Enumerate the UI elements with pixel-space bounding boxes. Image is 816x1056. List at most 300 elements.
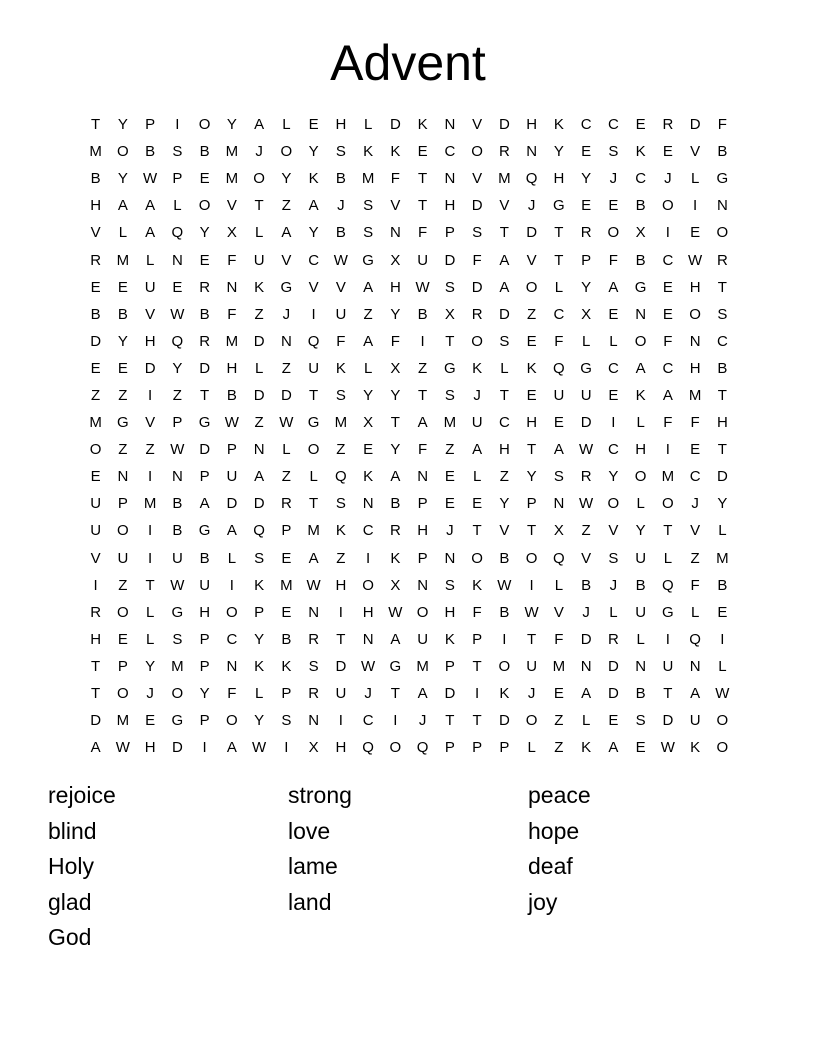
grid-letter: I xyxy=(311,305,316,323)
grid-letter: Q xyxy=(662,576,674,594)
grid-letter: B xyxy=(199,143,210,161)
grid-letter: P xyxy=(226,441,237,459)
grid-letter: G xyxy=(634,278,647,296)
grid-letter: H xyxy=(526,414,538,432)
grid-letter: F xyxy=(227,685,237,703)
grid-letter: V xyxy=(335,278,346,296)
grid-letter: Q xyxy=(416,739,429,757)
grid-letter: T xyxy=(527,441,537,459)
grid-row xyxy=(82,246,736,273)
grid-letter: D xyxy=(253,495,265,513)
grid-letter: V xyxy=(499,522,510,540)
grid-letter: L xyxy=(254,359,264,377)
grid-letter: S xyxy=(335,495,346,513)
grid-letter: O xyxy=(634,468,647,486)
grid-letter: K xyxy=(499,685,510,703)
grid-letter: T xyxy=(91,116,101,134)
grid-letter: K xyxy=(635,143,646,161)
grid-letter: N xyxy=(362,630,374,648)
grid-letter: W xyxy=(579,495,594,513)
grid-letter: W xyxy=(170,576,185,594)
grid-letter: Z xyxy=(118,441,128,459)
grid-letter: U xyxy=(335,305,347,323)
grid-letter: H xyxy=(635,441,647,459)
grid-letter: L xyxy=(609,603,618,621)
grid-letter: U xyxy=(90,522,102,540)
grid-letter: L xyxy=(363,359,373,377)
grid-letter: B xyxy=(717,143,728,161)
grid-letter: K xyxy=(335,522,346,540)
grid-letter: H xyxy=(90,197,102,215)
grid-letter: P xyxy=(199,712,210,730)
grid-letter: S xyxy=(254,549,265,567)
grid-letter: I xyxy=(529,576,534,594)
grid-letter: B xyxy=(90,305,101,323)
grid-letter: H xyxy=(144,332,156,350)
grid-letter: O xyxy=(607,495,620,513)
grid-letter: Z xyxy=(554,739,564,757)
grid-letter: L xyxy=(145,630,155,648)
grid-letter: O xyxy=(226,712,238,730)
grid-letter: V xyxy=(90,224,101,242)
grid-letter: Z xyxy=(363,305,373,323)
word-list-item: rejoice xyxy=(48,782,116,808)
grid-letter: G xyxy=(198,414,211,432)
grid-letter: A xyxy=(90,739,101,757)
grid-letter: O xyxy=(716,739,729,757)
grid-letter: N xyxy=(716,197,728,215)
grid-letter: P xyxy=(499,739,510,757)
grid-letter: S xyxy=(635,712,646,730)
grid-letter: N xyxy=(553,495,565,513)
grid-letter: N xyxy=(308,712,320,730)
grid-letter: A xyxy=(117,197,128,215)
grid-row xyxy=(82,626,736,653)
grid-letter: S xyxy=(172,143,183,161)
grid-letter: D xyxy=(444,251,456,269)
grid-letter: O xyxy=(471,332,483,350)
grid-letter: A xyxy=(363,332,374,350)
grid-letter: S xyxy=(717,305,728,323)
grid-letter: R xyxy=(199,332,211,350)
grid-letter: F xyxy=(663,414,673,432)
grid-letter: M xyxy=(89,414,102,432)
grid-letter: Z xyxy=(554,712,564,730)
grid-letter: J xyxy=(446,522,454,540)
grid-letter: J xyxy=(364,685,372,703)
grid-letter: A xyxy=(690,685,701,703)
grid-letter: U xyxy=(253,251,265,269)
grid-letter: J xyxy=(609,170,618,188)
grid-letter: W xyxy=(306,576,321,594)
grid-letter: W xyxy=(715,685,730,703)
grid-letter: L xyxy=(282,116,291,134)
grid-letter: E xyxy=(281,603,292,621)
grid-letter: D xyxy=(689,116,701,134)
grid-letter: E xyxy=(608,197,619,215)
grid-letter: B xyxy=(90,170,101,188)
grid-letter: F xyxy=(418,441,428,459)
grid-letter: O xyxy=(117,522,129,540)
grid-letter: K xyxy=(281,657,292,675)
grid-letter: O xyxy=(198,197,211,215)
grid-letter: B xyxy=(281,630,292,648)
grid-letter: H xyxy=(716,414,728,432)
grid-letter: T xyxy=(418,197,428,215)
grid-letter: P xyxy=(444,657,455,675)
grid-letter: F xyxy=(227,251,237,269)
grid-letter: O xyxy=(198,116,211,134)
grid-letter: E xyxy=(199,251,210,269)
grid-letter: R xyxy=(662,116,674,134)
grid-letter: M xyxy=(116,712,130,730)
grid-letter: A xyxy=(472,441,483,459)
grid-letter: W xyxy=(170,305,185,323)
grid-letter: A xyxy=(417,414,428,432)
grid-letter: E xyxy=(662,278,673,296)
grid-letter: H xyxy=(526,116,538,134)
grid-row xyxy=(82,572,736,599)
grid-letter: K xyxy=(390,143,401,161)
grid-letter: H xyxy=(335,739,347,757)
grid-letter: R xyxy=(389,522,401,540)
grid-letter: A xyxy=(635,359,646,377)
grid-letter: E xyxy=(308,116,319,134)
grid-letter: L xyxy=(254,224,264,242)
grid-letter: K xyxy=(444,630,455,648)
word-list-item: land xyxy=(288,888,332,915)
grid-letter: L xyxy=(118,224,128,242)
grid-letter: T xyxy=(445,332,455,350)
grid-letter: Q xyxy=(689,630,701,648)
grid-letter: O xyxy=(280,143,293,161)
grid-letter: I xyxy=(202,739,207,757)
grid-letter: O xyxy=(525,549,538,567)
grid-letter: A xyxy=(390,468,401,486)
grid-letter: D xyxy=(90,712,102,730)
grid-letter: S xyxy=(363,224,374,242)
grid-letter: F xyxy=(390,332,400,350)
grid-letter: D xyxy=(607,685,619,703)
grid-letter: D xyxy=(498,116,510,134)
grid-letter: O xyxy=(117,685,129,703)
grid-letter: T xyxy=(663,522,673,540)
grid-letter: J xyxy=(418,712,427,730)
grid-letter: B xyxy=(717,359,728,377)
grid-letter: I xyxy=(366,549,371,567)
grid-letter: J xyxy=(664,170,672,188)
grid-letter: T xyxy=(499,224,509,242)
grid-letter: E xyxy=(662,305,673,323)
grid-letter: P xyxy=(172,414,183,432)
grid-letter: D xyxy=(607,657,619,675)
grid-letter: O xyxy=(471,143,483,161)
grid-letter: Q xyxy=(307,332,320,350)
grid-letter: I xyxy=(665,441,670,459)
grid-letter: E xyxy=(90,468,101,486)
grid-letter: V xyxy=(690,522,701,540)
grid-letter: X xyxy=(553,522,564,540)
grid-letter: M xyxy=(143,495,157,513)
grid-letter: L xyxy=(636,414,645,432)
grid-letter: R xyxy=(308,630,320,648)
letter-grid xyxy=(82,111,736,761)
grid-letter: T xyxy=(145,576,155,594)
grid-letter: M xyxy=(498,170,511,188)
grid-letter: W xyxy=(415,278,430,296)
grid-letter: G xyxy=(198,522,211,540)
word-list-item: Holy xyxy=(48,853,95,879)
grid-letter: X xyxy=(444,305,455,323)
grid-letter: K xyxy=(635,386,646,404)
grid-letter: L xyxy=(609,332,618,350)
grid-letter: E xyxy=(90,359,101,377)
grid-letter: S xyxy=(608,143,619,161)
grid-letter: K xyxy=(254,576,265,594)
grid-letter: V xyxy=(472,116,483,134)
grid-letter: H xyxy=(498,441,510,459)
grid-letter: J xyxy=(582,603,590,621)
grid-letter: I xyxy=(175,116,180,134)
grid-letter: M xyxy=(225,143,239,161)
grid-letter: S xyxy=(499,332,510,350)
grid-letter: Y xyxy=(281,170,292,188)
grid-letter: T xyxy=(472,522,482,540)
grid-letter: J xyxy=(146,685,154,703)
grid-letter: V xyxy=(499,197,510,215)
grid-row xyxy=(82,274,736,301)
grid-letter: D xyxy=(580,414,592,432)
grid-letter: E xyxy=(417,143,428,161)
grid-letter: Y xyxy=(254,630,265,648)
grid-letter: T xyxy=(717,278,727,296)
grid-row xyxy=(82,545,736,572)
grid-letter: C xyxy=(444,143,456,161)
grid-letter: X xyxy=(226,224,237,242)
grid-letter: J xyxy=(691,495,699,513)
grid-letter: P xyxy=(581,251,592,269)
grid-letter: N xyxy=(417,468,429,486)
grid-letter: Z xyxy=(499,468,509,486)
grid-letter: Q xyxy=(553,549,565,567)
grid-letter: E xyxy=(581,197,592,215)
grid-letter: P xyxy=(526,495,537,513)
grid-letter: T xyxy=(527,522,537,540)
grid-letter: R xyxy=(471,305,483,323)
grid-letter: R xyxy=(90,603,102,621)
grid-letter: D xyxy=(471,278,483,296)
grid-letter: X xyxy=(390,251,401,269)
grid-letter: C xyxy=(662,359,674,377)
grid-letter: M xyxy=(688,386,702,404)
grid-letter: C xyxy=(362,522,374,540)
grid-letter: P xyxy=(444,739,455,757)
grid-letter: W xyxy=(143,170,158,188)
grid-letter: J xyxy=(473,386,481,404)
grid-letter: N xyxy=(444,170,456,188)
grid-letter: T xyxy=(445,712,455,730)
grid-letter: U xyxy=(635,603,647,621)
grid-letter: O xyxy=(716,224,729,242)
grid-letter: H xyxy=(444,197,456,215)
grid-letter: D xyxy=(662,712,674,730)
grid-letter: I xyxy=(93,576,98,594)
grid-letter: B xyxy=(145,143,156,161)
grid-letter: Q xyxy=(171,224,184,242)
grid-letter: E xyxy=(608,305,619,323)
grid-letter: A xyxy=(417,685,428,703)
grid-letter: Y xyxy=(390,441,401,459)
grid-letter: J xyxy=(337,197,345,215)
grid-letter: F xyxy=(690,414,700,432)
grid-letter: V xyxy=(608,522,619,540)
grid-letter: N xyxy=(635,305,647,323)
grid-letter: N xyxy=(171,251,183,269)
grid-letter: X xyxy=(390,576,401,594)
grid-letter: E xyxy=(117,359,128,377)
grid-letter: M xyxy=(89,143,102,161)
grid-letter: W xyxy=(497,576,512,594)
grid-letter: G xyxy=(117,414,129,432)
grid-letter: W xyxy=(524,603,539,621)
grid-letter: X xyxy=(308,739,319,757)
grid-letter: O xyxy=(89,441,102,459)
grid-letter: Y xyxy=(499,495,510,513)
grid-letter: L xyxy=(309,468,318,486)
grid-letter: I xyxy=(148,386,153,404)
grid-letter: K xyxy=(363,468,374,486)
grid-letter: E xyxy=(472,495,483,513)
grid-letter: B xyxy=(499,549,510,567)
grid-letter: T xyxy=(91,657,101,675)
grid-letter: L xyxy=(282,441,291,459)
grid-letter: K xyxy=(254,657,265,675)
grid-row xyxy=(82,355,736,382)
grid-row xyxy=(82,490,736,517)
grid-letter: H xyxy=(689,278,701,296)
grid-letter: K xyxy=(472,576,483,594)
grid-letter: R xyxy=(308,685,320,703)
grid-letter: V xyxy=(281,251,292,269)
grid-letter: W xyxy=(579,441,594,459)
grid-letter: V xyxy=(145,414,156,432)
grid-letter: O xyxy=(253,170,265,188)
grid-letter: K xyxy=(472,359,483,377)
grid-letter: E xyxy=(608,386,619,404)
grid-letter: S xyxy=(308,657,319,675)
grid-letter: G xyxy=(716,170,729,188)
grid-letter: B xyxy=(390,495,401,513)
word-list-item: glad xyxy=(48,888,92,915)
grid-letter: B xyxy=(717,576,728,594)
grid-letter: E xyxy=(444,495,455,513)
grid-letter: E xyxy=(199,170,210,188)
grid-letter: Y xyxy=(226,116,237,134)
grid-letter: Z xyxy=(445,441,455,459)
grid-letter: Y xyxy=(635,522,646,540)
grid-row xyxy=(82,599,736,626)
grid-letter: O xyxy=(634,332,647,350)
grid-letter: L xyxy=(718,522,727,540)
grid-letter: I xyxy=(148,522,153,540)
grid-letter: O xyxy=(716,712,729,730)
grid-letter: N xyxy=(253,441,265,459)
grid-letter: T xyxy=(499,386,509,404)
grid-letter: N xyxy=(226,278,238,296)
grid-letter: T xyxy=(390,414,400,432)
grid-letter: L xyxy=(227,549,237,567)
grid-letter: R xyxy=(607,630,619,648)
grid-letter: R xyxy=(90,251,102,269)
grid-letter: R xyxy=(716,251,728,269)
grid-letter: I xyxy=(148,468,153,486)
grid-letter: C xyxy=(226,630,238,648)
grid-letter: E xyxy=(172,278,183,296)
grid-letter: H xyxy=(444,603,456,621)
grid-letter: N xyxy=(308,603,320,621)
page-title: Advent xyxy=(330,35,486,91)
grid-letter: J xyxy=(609,576,618,594)
grid-letter: D xyxy=(171,739,183,757)
grid-letter: A xyxy=(662,386,673,404)
grid-letter: J xyxy=(255,143,263,161)
grid-letter: P xyxy=(199,630,210,648)
grid-letter: U xyxy=(662,657,674,675)
grid-row xyxy=(82,707,736,734)
grid-letter: K xyxy=(690,739,701,757)
grid-letter: D xyxy=(335,657,347,675)
grid-letter: G xyxy=(580,359,592,377)
grid-letter: E xyxy=(690,441,701,459)
grid-letter: L xyxy=(363,116,373,134)
grid-letter: W xyxy=(333,251,348,269)
grid-letter: U xyxy=(553,386,565,404)
grid-letter: M xyxy=(361,170,375,188)
grid-letter: N xyxy=(117,468,129,486)
grid-letter: Y xyxy=(526,468,537,486)
grid-letter: E xyxy=(553,685,564,703)
grid-letter: Y xyxy=(117,332,128,350)
grid-letter: I xyxy=(284,739,289,757)
grid-letter: T xyxy=(663,685,673,703)
grid-letter: P xyxy=(281,685,292,703)
grid-letter: A xyxy=(226,522,237,540)
grid-letter: W xyxy=(388,603,403,621)
grid-letter: U xyxy=(689,712,701,730)
grid-letter: N xyxy=(689,332,701,350)
grid-letter: G xyxy=(307,414,320,432)
grid-letter: O xyxy=(117,143,129,161)
grid-letter: C xyxy=(689,468,701,486)
grid-letter: Z xyxy=(118,576,128,594)
grid-letter: B xyxy=(635,251,646,269)
grid-letter: L xyxy=(554,576,564,594)
grid-letter: S xyxy=(608,549,619,567)
grid-letter: Y xyxy=(254,712,265,730)
grid-letter: E xyxy=(635,739,646,757)
word-list-item: peace xyxy=(528,782,591,808)
grid-letter: S xyxy=(444,386,455,404)
grid-row xyxy=(82,165,736,192)
grid-letter: V xyxy=(145,305,156,323)
grid-row xyxy=(82,734,736,761)
grid-letter: P xyxy=(172,170,183,188)
word-list xyxy=(48,778,768,956)
grid-letter: Y xyxy=(145,657,156,675)
grid-letter: M xyxy=(307,522,320,540)
grid-letter: D xyxy=(580,630,592,648)
word-list-item: joy xyxy=(528,888,558,915)
